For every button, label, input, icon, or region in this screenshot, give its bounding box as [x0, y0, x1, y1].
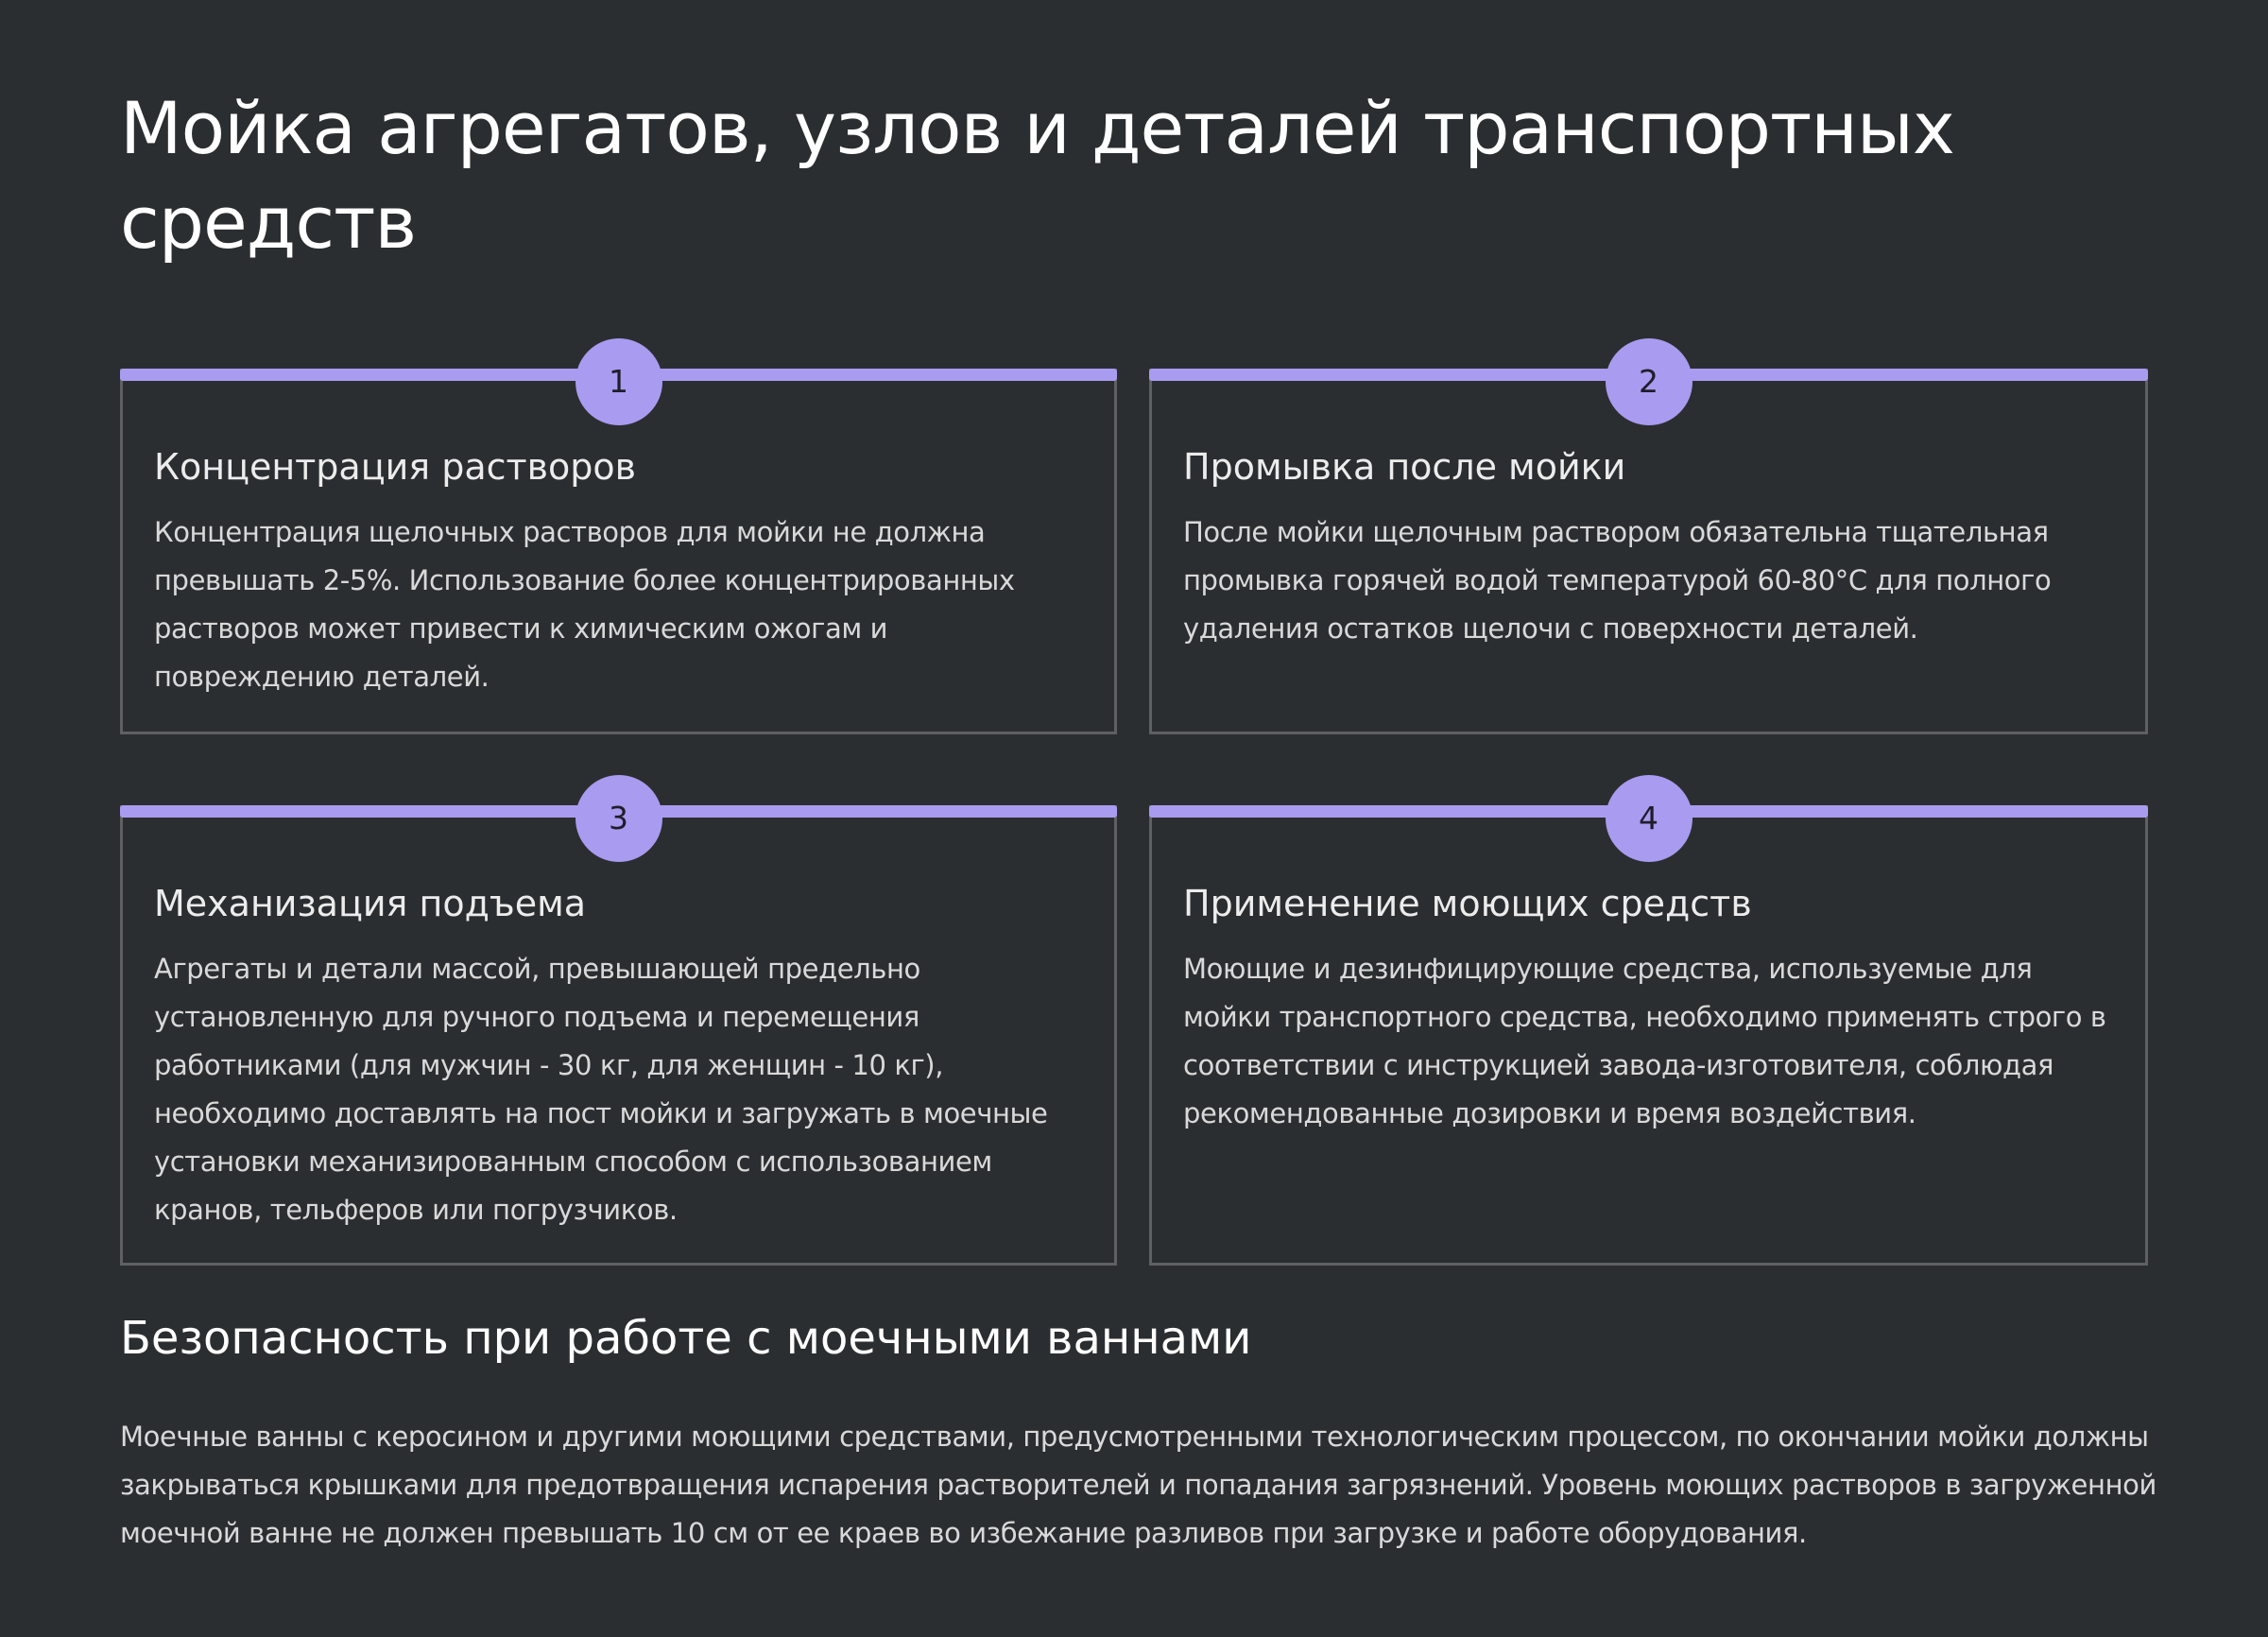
step-card-4: [1149, 800, 2148, 1266]
card-text: Концентрация щелочных растворов для мойки не должна превышать 2-5%. Использование более концентрированных растворов может привести к химическим ожогам и повреждению деталей.: [154, 516, 1015, 693]
card-title: Концентрация растворов: [154, 446, 637, 488]
card-title: Промывка после мойки: [1183, 446, 1626, 488]
step-number-badge: 4: [1606, 775, 1692, 862]
step-number-badge: 1: [576, 338, 662, 425]
page-title: Мойка агрегатов, узлов и деталей транспортных средств: [120, 86, 1954, 265]
step-number-badge: 2: [1606, 338, 1692, 425]
card-text: После мойки щелочным раствором обязательна тщательная промывка горячей водой температурой 60-80°C для полного удаления остатков щелочи с поверхности деталей.: [1183, 516, 2052, 645]
card-text: Моющие и дезинфицирующие средства, используемые для мойки транспортного средства, необходимо применять строго в соответствии с инструкцией завода-изготовителя, соблюдая рекомендованные дозировки и время воздействия.: [1183, 953, 2106, 1129]
step-card-1: [120, 363, 1117, 734]
card-title: Применение моющих средств: [1183, 883, 1752, 924]
step-card-2: [1149, 363, 2148, 734]
section-title: Безопасность при работе с моечными ваннами: [120, 1312, 1252, 1365]
section-text: Моечные ванны с керосином и другими моющими средствами, предусмотренными технологическим процессом, по окончании мойки должны закрываться крышками для предотвращения испарения растворителей и попадания загрязнений. Уровень моющих растворов в загруженной моечной ванне не должен превышать 10 см от ее краев во избежание разливов при загрузке и работе оборудования.: [120, 1421, 2156, 1549]
step-card-3: [120, 800, 1117, 1266]
card-title: Механизация подъема: [154, 883, 587, 924]
step-number-badge: 3: [576, 775, 662, 862]
card-text: Агрегаты и детали массой, превышающей предельно установленную для ручного подъема и перемещения работниками (для мужчин - 30 кг, для женщин - 10 кг), необходимо доставлять на пост мойки и загружать в моечные установки механизированным способом с использованием кранов, тельферов или погрузчиков.: [154, 953, 1048, 1226]
